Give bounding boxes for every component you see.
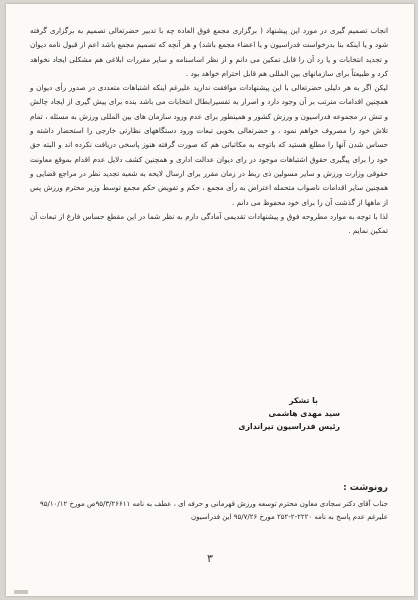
cc-text: جناب آقای دکتر سجادی معاون محترم توسعه ورزش قهرمانی و حرفه ای ، عطف به نامه ۹۵/۳/۲۶۶۱۱ص مورخ ۹۵/۱۰/۱۲ علیرغم عدم پاسخ به نامه ۲۲۲۰-۲-۲۵۲ مورخ ۹۵/۷/۲۶ این فدراسیون — [40, 499, 388, 521]
signature-block — [190, 394, 340, 433]
cc-section — [30, 482, 388, 525]
scan-edge-mark — [14, 590, 28, 594]
signer-title: رئیس فدراسیون تیراندازی — [238, 422, 340, 431]
paragraph-1: انجاب تصمیم گیری در مورد این پیشنهاد ( برگزاری مجمع فوق العاده چه با تدبیر حضرتعالی تصمیم به برگزاری گرفته شود و یا اینکه بنا بدرخواست فدراسیون و یا اعضاء مجمع باشد) و هر آنچه که تصمیم مجمع باشد اعم از قبول نامه دیوان و تجدید انتخابات و یا رد آن را قابل تمکین می دانم و از نظر اساسنامه و سایر مقررات ابلاغی هم مشکلی ایجاد نخواهد کرد و طبیعتاً برای سازمانهای بین المللی هم قابل احترام خواهد بود . — [30, 26, 388, 78]
paragraph-2: لیکن اگر به هر دلیلی حضرتعالی با این پیشنهادات موافقت ندارید علیرغم اینکه اشتباهات متعددی در صدور رأی دیوان و همچنین اقدامات مترتب بر آن وجود دارد و اصرار به تفسیرابطال انتخابات می باشد بنده برای پیش گیری از ایجاد چالش و تنش در مجموعه فدراسیون و ورزش کشور و همینطور برای عدم ورود سازمان های بین المللی ورزش به مسئله ، تمام تلاش خود را مصروف خواهم نمود ، و حضرتعالی بخوبی تبعات ورود دستگاههای نظارتی خارجی را استحضار داشته و حساس شدن آنها را مطلع هستید که باتوجه به مکاتباتی هم که صورت گرفته هنوز پاسخی دریافت نکرده اند و البته حق خود را برای پیگیری حقوق اشتباهات موجود در رای دیوان عدالت اداری و همچنین کشف دلایل عدم اقدام بموقع معاونت حقوقی وزارت ورزش و سایر مسولین ذی ربط در زمان مقرر برای ارسال لایحه به شعبه تجدید نظر در مراجع قضایی و همچنین سایر اقدامات ناصواب متحمله اعتراض به رأی مجمع ، حکم و تفویض حکم مجمع توسط وزیر محترم ورزش پس از ماهها از گذشت آن را برای خود محفوظ می دانم . — [30, 83, 388, 207]
letter-body — [30, 24, 388, 238]
paragraph-3: لذا با توجه به موارد مطروحه فوق و پیشنهادات تقدیمی آمادگی دارم به نظر شما در این مقطع حساس فارغ از تبعات آن تمکین نمایم . — [30, 211, 388, 236]
signer-name: سید مهدی هاشمی — [268, 409, 340, 418]
letter-page — [6, 4, 414, 596]
cc-title: رونوشت : — [343, 483, 388, 493]
signature-closing: با تشکر — [289, 396, 318, 405]
page-number: ۳ — [207, 552, 213, 565]
